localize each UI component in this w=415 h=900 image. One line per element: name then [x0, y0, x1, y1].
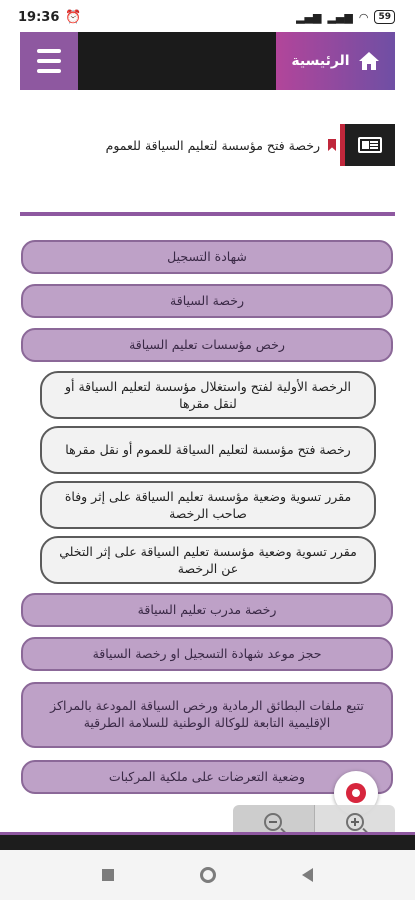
header-spacer [78, 32, 276, 90]
clock: 19:36 [18, 9, 60, 25]
newspaper-icon [358, 137, 382, 153]
signal-icon: ▂▄▆ [296, 10, 322, 24]
gear-icon [346, 783, 366, 803]
divider [20, 212, 395, 216]
menu-item-driving-school-licenses[interactable]: رخص مؤسسات تعليم السياقة [21, 328, 393, 362]
submenu-item-opening-license[interactable]: رخصة فتح مؤسسة لتعليم السياقة للعموم أو نقل مقرها [40, 426, 376, 474]
status-bar [0, 0, 415, 34]
menu-item-vehicle-ownership-objections[interactable]: وضعية التعرضات على ملكية المركبات [21, 760, 393, 794]
signal-icon-2: ▂▄▆ [327, 10, 353, 24]
hamburger-menu-button[interactable] [20, 32, 78, 90]
back-icon[interactable] [302, 868, 313, 882]
menu-icon-line [37, 59, 61, 63]
battery-indicator: 59 [374, 10, 395, 24]
home-nav-icon[interactable] [200, 867, 216, 883]
menu-item-driving-license[interactable]: رخصة السياقة [21, 284, 393, 318]
news-ticker[interactable] [20, 124, 395, 166]
alarm-icon: ⏰ [65, 9, 82, 25]
system-nav-bar [0, 850, 415, 900]
app-header [20, 32, 395, 90]
submenu-item-regularization-waiver[interactable]: مقرر تسوية وضعية مؤسسة تعليم السياقة على إثر التخلي عن الرخصة [40, 536, 376, 584]
menu-item-registration-certificate[interactable]: شهادة التسجيل [21, 240, 393, 274]
menu-item-track-files[interactable]: تتبع ملفات البطائق الرمادية ورخص السياقة المودعة بالمراكز الإقليمية التابعة للوكالة الوطنية للسلامة الطرقية [21, 682, 393, 748]
submenu-item-regularization-death[interactable]: مقرر تسوية وضعية مؤسسة تعليم السياقة على إثر وفاة صاحب الرخصة [40, 481, 376, 529]
zoom-in-icon [346, 813, 364, 831]
bookmark-icon [328, 139, 336, 151]
zoom-out-icon [264, 813, 282, 831]
menu-item-instructor-license[interactable]: رخصة مدرب تعليم السياقة [21, 593, 393, 627]
menu-icon-line [37, 49, 61, 53]
footer-strip [0, 832, 415, 850]
menu-icon-line [37, 69, 61, 73]
home-icon [358, 51, 380, 71]
ticker-icon-box [345, 124, 395, 166]
home-label: الرئيسية [291, 53, 350, 69]
ticker-text: رخصة فتح مؤسسة لتعليم السياقة للعموم [105, 137, 320, 153]
submenu-item-initial-license[interactable]: الرخصة الأولية لفتح واستغلال مؤسسة لتعليم السياقة أو لنقل مقرها [40, 371, 376, 419]
wifi-icon: ◠ [358, 10, 369, 24]
menu-item-appointment-booking[interactable]: حجز موعد شهادة التسجيل او رخصة السياقة [21, 637, 393, 671]
home-link[interactable] [276, 32, 395, 90]
recent-apps-icon[interactable] [102, 869, 114, 881]
